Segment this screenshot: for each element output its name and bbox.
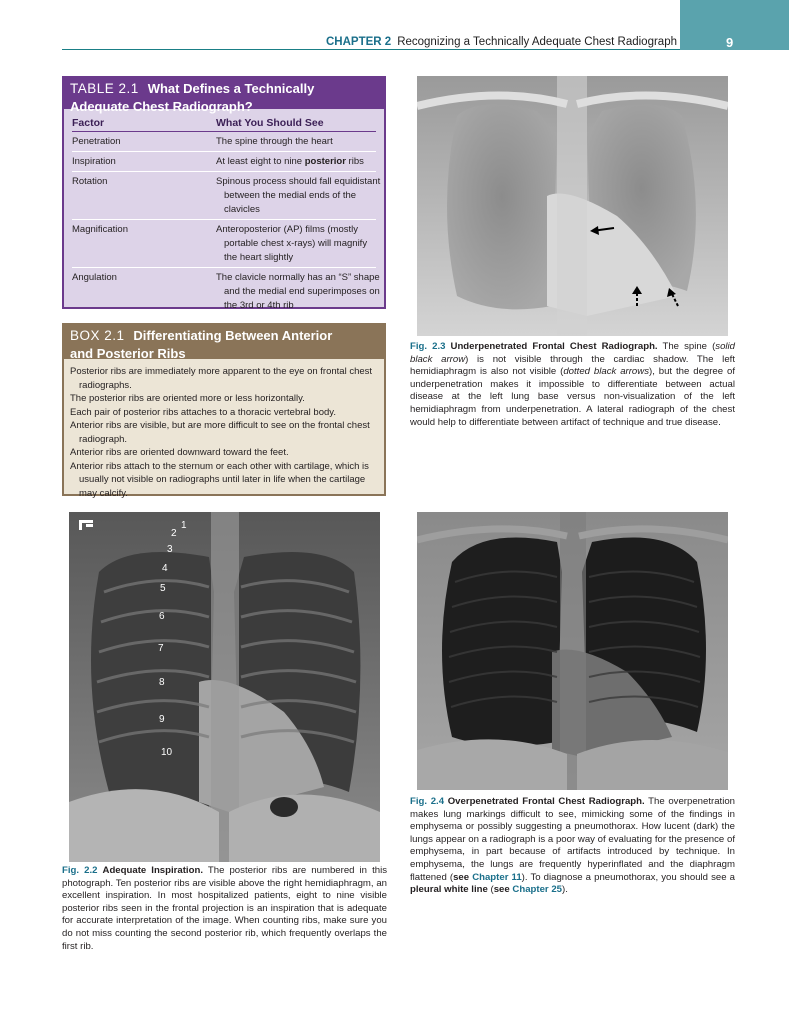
- gastric-air-bubble: [270, 797, 298, 817]
- factor-cell: Penetration: [72, 136, 121, 147]
- see-cell-bold: posterior: [304, 156, 346, 167]
- table-title-line2: Adequate Chest Radiograph?: [70, 99, 253, 114]
- see-cell: [216, 175, 382, 217]
- caption-text: (: [487, 884, 494, 896]
- list-item: The posterior ribs are oriented more or less horizontally.: [70, 393, 305, 404]
- box-label: BOX 2.1: [70, 328, 125, 343]
- caption-bold: pleural white line: [410, 884, 488, 896]
- header-rule: [62, 49, 680, 50]
- see-reference: see: [493, 884, 513, 896]
- chapter-label: CHAPTER 2: [326, 36, 392, 48]
- page-number: 9: [726, 35, 734, 50]
- table-2-1: [62, 76, 386, 309]
- running-head: [326, 36, 677, 48]
- fig-2-2-title: Adequate Inspiration.: [102, 865, 203, 876]
- see-cell: The spine through the heart: [216, 136, 333, 147]
- see-cell-text: At least eight to nine: [216, 156, 305, 167]
- chapter-11-link[interactable]: Chapter 11: [472, 871, 522, 883]
- column-header-see: What You Should See: [216, 117, 324, 129]
- rib-label-2: 2: [171, 528, 177, 539]
- see-cell-text: The clavicle normally has an “S” shape and the medial end superimposes on the 3rd or 4th rib: [216, 272, 380, 311]
- box-2-1: [62, 323, 386, 499]
- see-reference: see: [453, 871, 473, 883]
- see-cell: [216, 155, 382, 169]
- caption-text: ). To diagnose a pneumothorax, you should see a: [521, 871, 735, 883]
- see-cell-text-end: ribs: [345, 156, 364, 167]
- fig-2-4-caption: [410, 796, 735, 897]
- caption-text: ).: [562, 884, 568, 896]
- table-row: [72, 172, 381, 220]
- rib-label-3: 3: [167, 544, 173, 555]
- left-hemidiaphragm: [229, 795, 380, 863]
- right-lung-field: [447, 105, 557, 310]
- table-row: [72, 220, 376, 268]
- table-header-row: [72, 109, 376, 132]
- see-cell-text: Anteroposterior (AP) films (mostly portable chest x-rays) will magnify the heart slightly: [216, 224, 368, 263]
- marker-stroke: [79, 520, 82, 530]
- rib-label-4: 4: [162, 563, 168, 574]
- list-item: Anterior ribs attach to the sternum or each other with cartilage, which is usually not visible on radiographs until later in life when the cartilage may calcify.: [70, 460, 369, 499]
- table-row: [72, 268, 380, 315]
- left-hemidiaphragm: [577, 740, 728, 790]
- fig-2-4-radiograph: [417, 512, 728, 790]
- marker-stroke: [86, 524, 93, 527]
- chapter-title: Recognizing a Technically Adequate Chest Radiograph: [397, 36, 677, 48]
- list-item: Anterior ribs are visible, but are more difficult to see on the frontal chest radiograph.: [70, 420, 370, 445]
- factor-cell: Rotation: [72, 176, 108, 187]
- factor-cell: Inspiration: [72, 156, 116, 167]
- rib-label-6: 6: [159, 611, 165, 622]
- box-title-line1: Differentiating Between Anterior: [133, 328, 333, 343]
- mediastinum: [557, 76, 587, 336]
- see-cell-text: Spinous process should fall equidistant between the medial ends of the clavicles: [216, 176, 381, 215]
- chapter-25-link[interactable]: Chapter 25: [512, 884, 562, 896]
- caption-italic: dotted black arrows: [563, 366, 649, 378]
- rib-label-1: 1: [181, 520, 187, 531]
- table-row: [72, 132, 376, 152]
- fig-2-3-title: Underpenetrated Frontal Chest Radiograph.: [450, 341, 658, 352]
- column-header-factor: Factor: [72, 117, 105, 129]
- fig-2-2-caption: [62, 865, 387, 953]
- table-body: [64, 109, 384, 315]
- table-label: TABLE 2.1: [70, 81, 139, 96]
- table-row: [72, 152, 376, 172]
- caption-italic: solid black arrow: [410, 341, 735, 365]
- factor-cell: Magnification: [72, 224, 128, 235]
- list-item: Posterior ribs are immediately more apparent to the eye on frontal chest radiographs.: [70, 366, 373, 391]
- rib-label-9: 9: [159, 714, 165, 725]
- box-list: [64, 359, 384, 500]
- rib-label-7: 7: [158, 643, 164, 654]
- fig-2-4-image: [417, 512, 728, 790]
- caption-text: The spine (: [657, 341, 716, 352]
- fig-2-3-image: [417, 76, 728, 336]
- table-title: [64, 78, 384, 114]
- caption-text: The overpenetration makes lung markings difficult to see, mimicking some of the findings in emphysema or possibly suggesting a pneumothorax. How lucent (dark) the lungs appear on a radiograph is a poor way of evaluating for the presence of emphysema, in part because of artifacts introduced by technique. In emphysema, the lungs are frequently hyperinflated and the diaphragm flattened (: [410, 796, 736, 883]
- table-title-line1: What Defines a Technically: [147, 81, 315, 96]
- box-title: [64, 325, 384, 359]
- fig-2-2-radiograph: [69, 512, 380, 862]
- rib-label-5: 5: [160, 583, 166, 594]
- fig-2-2-number: Fig. 2.2: [62, 865, 98, 876]
- caption-text: The posterior ribs are numbered in this photograph. Ten posterior ribs are visible above the right hemidiaphragm, an excellent inspiration. In most hospitalized patients, eight to nine visible posterior ribs seen in the frontal projection is an inspiration that is adequate for accurate interpretation of the image. When counting ribs, make sure you do not miss counting the second posterior rib, which frequently overlaps the first rib.: [62, 865, 387, 952]
- rib-label-8: 8: [159, 677, 165, 688]
- mediastinum: [560, 512, 586, 790]
- right-hemidiaphragm: [417, 739, 567, 790]
- fig-2-2-image: [69, 512, 380, 862]
- page-number-tab: [680, 0, 789, 50]
- list-item: Anterior ribs are oriented downward toward the feet.: [70, 447, 289, 458]
- fig-2-3-number: Fig. 2.3: [410, 341, 446, 352]
- list-item: Each pair of posterior ribs attaches to a thoracic vertebral body.: [70, 406, 336, 418]
- caption-text: ) is not visible through the cardiac shadow. The left hemidiaphragm is also not visible (: [410, 353, 735, 378]
- rib-label-10: 10: [161, 747, 173, 758]
- fig-2-3-caption: [410, 341, 735, 429]
- see-cell: [216, 223, 382, 265]
- box-title-line2: and Posterior Ribs: [70, 346, 186, 361]
- fig-2-4-title: Overpenetrated Frontal Chest Radiograph.: [447, 796, 645, 807]
- see-cell: [216, 271, 382, 313]
- right-lung-field: [442, 538, 562, 747]
- factor-cell: Angulation: [72, 272, 117, 283]
- caption-text: ), but the degree of underpenetration makes it impossible to differentiate between actual disease at the left lung base versus non-visualization of the left hemidiaphragm from underpenetration. A lateral radiograph of the chest would help to differentiate between artifact of technique and true disease.: [410, 366, 736, 428]
- fig-2-4-number: Fig. 2.4: [410, 796, 445, 807]
- fig-2-3-radiograph: [417, 76, 728, 336]
